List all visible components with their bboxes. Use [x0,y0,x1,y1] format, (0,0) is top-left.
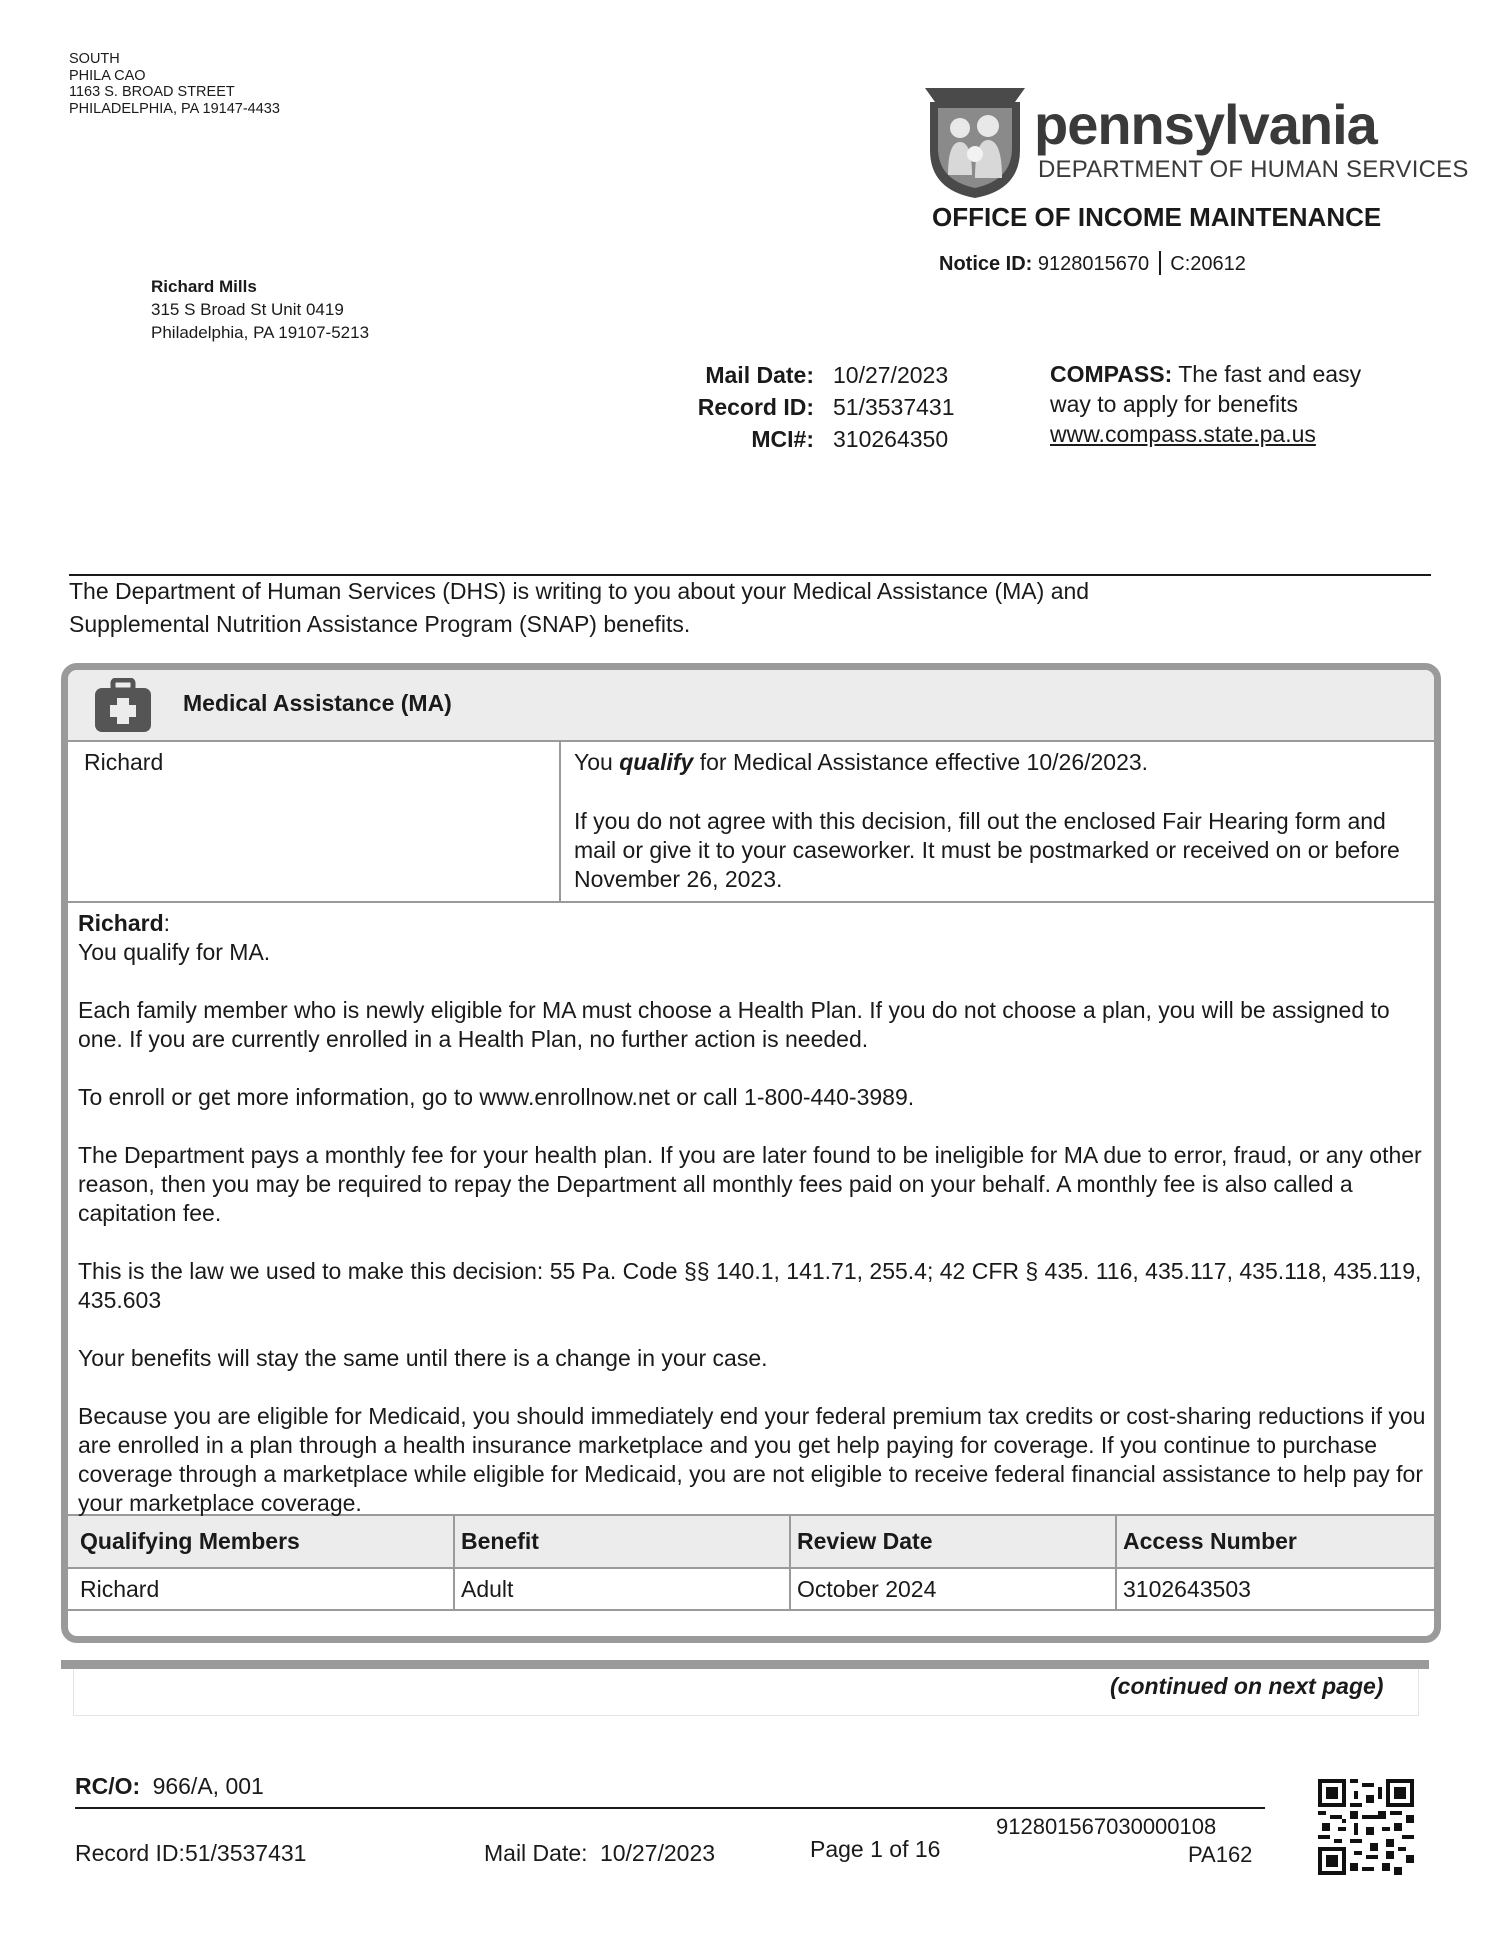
intro-line2: Supplemental Nutrition Assistance Program (SNAP) benefits. [69,611,691,637]
table-row [67,1568,1435,1610]
compass-info [1050,359,1361,449]
table-header-cell: Qualifying Members [67,1515,454,1568]
intro-text [69,575,1431,641]
compass-label: COMPASS: [1050,361,1173,387]
qualify-post: for Medical Assistance effective 10/26/2023. [693,749,1149,775]
ma-paragraph: The Department pays a monthly fee for your health plan. If you are later found to be ineligible for MA due to error, fraud, or any other reason, then you may be required to repay the Department all monthly fees paid on your behalf. A monthly fee is also called a capitation fee. [78,1142,1422,1226]
ma-header [68,670,1434,742]
record-id-value: 51/3537431 [833,394,955,420]
table-header-cell: Access Number [1116,1515,1435,1568]
office-address [69,51,280,117]
notice-code: C:20612 [1170,253,1246,275]
office-address-line: 1163 S. BROAD STREET [69,84,235,100]
footer-mail-date-label: Mail Date: [484,1840,588,1866]
ma-paragraph: Your benefits will stay the same until there is a change in your case. [78,1345,768,1371]
footer-rule [75,1807,1265,1809]
meta-labels [620,359,814,455]
qualify-emphasis: qualify [619,749,694,775]
recipient-address [151,276,369,344]
ma-decision-row [68,742,1434,901]
ma-person-cell [68,742,561,901]
qr-code-icon [1318,1779,1414,1875]
footer-record-id-value: 51/3537431 [184,1840,307,1866]
table-cell: 3102643503 [1116,1568,1435,1610]
office-address-line: PHILA CAO [69,67,146,84]
ma-name-label: Richard [78,910,164,936]
table-cell: Adult [454,1568,790,1610]
ma-paragraph: This is the law we used to make this decision: 55 Pa. Code §§ 140.1, 141.71, 255.4; 42 CFR § 435. 116, 435.117, 435.118, 435.119, 435.603 [78,1258,1422,1313]
qualifying-members-table [66,1514,1436,1611]
mci-value: 310264350 [833,426,949,452]
intro-line1: The Department of Human Services (DHS) is writing to you about your Medical Assistance (MA) and [69,578,1090,604]
record-id-label: Record ID: [697,394,814,420]
page-number: Page 1 of 16 [810,1836,941,1862]
table-cell: Richard [67,1568,454,1610]
footer-mail-date-value: 10/27/2023 [599,1840,716,1866]
mail-date-value: 10/27/2023 [833,362,949,388]
office-address-line: SOUTH [69,51,120,67]
table-header-cell: Benefit [454,1515,790,1568]
colon: : [163,910,171,936]
keystone-family-logo-icon [920,80,1030,200]
ma-section [61,663,1441,1643]
office-address-line: PHILADELPHIA, PA 19147-4433 [69,100,280,117]
footer-record-id [75,1840,306,1867]
form-number: PA162 [1188,1842,1253,1867]
mci-label: MCI#: [751,426,814,452]
compass-link[interactable]: www.compass.state.pa.us [1050,421,1316,447]
ma-body [68,903,1434,1514]
ma-paragraph: To enroll or get more information, go to www.enrollnow.net or call 1-800-440-3989. [78,1084,915,1110]
continued-text: (continued on next page) [1110,1673,1384,1699]
ma-paragraph: Because you are eligible for Medicaid, you should immediately end your federal premium tax credits or cost-sharing reductions if you are enrolled in a plan through a health insurance marketplace and you get help paying for coverage. If you continue to purchase coverage through a marketplace while eligible for Medicaid, you are not eligible to receive federal financial assistance to help pay for your marketplace coverage. [78,1403,1426,1516]
rco [75,1773,264,1800]
table-header-row [67,1515,1435,1568]
medical-kit-icon [93,678,153,734]
table-cell: October 2024 [790,1568,1116,1610]
footer-record-id-label: Record ID: [75,1840,185,1866]
ma-title: Medical Assistance (MA) [183,690,452,716]
compass-text1: The fast and easy [1178,361,1362,387]
divider [1159,251,1161,275]
logo-subtitle: DEPARTMENT OF HUMAN SERVICES [1038,156,1469,183]
recipient-line2: Philadelphia, PA 19107-5213 [151,323,370,342]
ma-person: Richard [84,749,164,775]
notice-id-label: Notice ID: [939,253,1033,275]
ma-decision-cell [574,748,1414,894]
recipient-line1: 315 S Broad St Unit 0419 [151,300,344,319]
recipient-name: Richard Mills [151,277,257,296]
notice-id-value: 9128015670 [1037,253,1150,275]
meta-values [833,359,955,455]
barcode-number: 912801567030000108 [996,1814,1217,1839]
continued-bar [61,1660,1429,1669]
table-header-cell: Review Date [790,1515,1116,1568]
fair-hearing-text: If you do not agree with this decision, fill out the enclosed Fair Hearing form and mail or give it to your caseworker. It must be postmarked or received on or before November 26, 2023. [574,808,1400,892]
ma-paragraph: You qualify for MA. [78,939,271,965]
compass-text2: way to apply for benefits [1050,391,1299,417]
notice-id [939,251,1246,276]
logo-wordmark: pennsylvania [1034,93,1377,156]
rco-label: RC/O: [75,1773,141,1799]
qualify-pre: You [574,749,620,775]
rco-value: 966/A, 001 [152,1773,264,1799]
footer-mail-date [484,1840,715,1867]
mail-date-label: Mail Date: [705,362,814,388]
ma-paragraph: Each family member who is newly eligible for MA must choose a Health Plan. If you do not choose a plan, you will be assigned to one. If you are currently enrolled in a Health Plan, no further action is needed. [78,997,1390,1052]
office-title: OFFICE OF INCOME MAINTENANCE [932,202,1382,232]
